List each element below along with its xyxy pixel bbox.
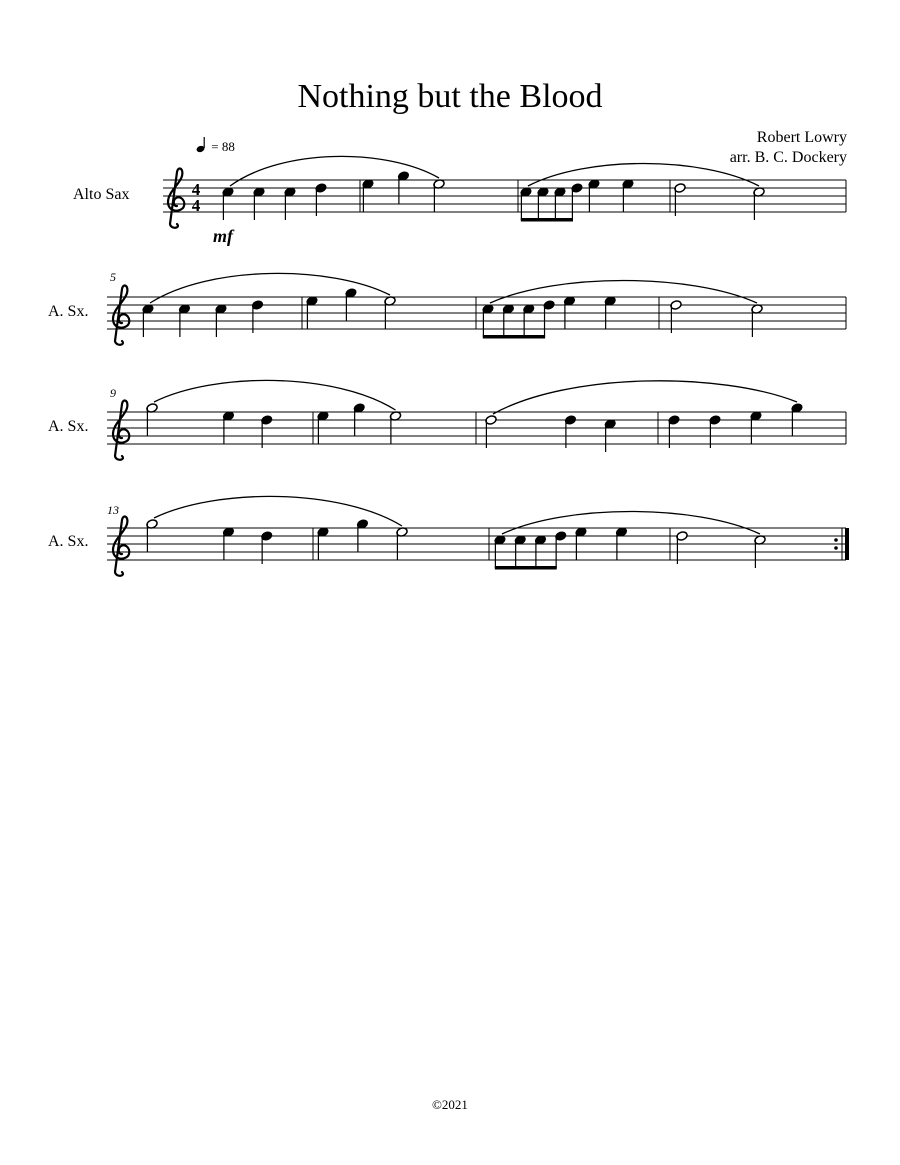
- slur: [150, 273, 390, 303]
- treble-clef-icon: [168, 169, 184, 228]
- time-signature-bottom: 4: [191, 196, 201, 215]
- slur: [502, 512, 760, 535]
- treble-clef-icon: [113, 401, 129, 460]
- instrument-label-2: A. Sx.: [48, 303, 89, 320]
- arranger-name: arr. B. C. Dockery: [729, 149, 847, 166]
- score-title: Nothing but the Blood: [297, 78, 603, 115]
- beam: [483, 335, 545, 339]
- repeat-dot: [834, 546, 838, 550]
- slur: [230, 156, 439, 186]
- composer-name: Robert Lowry: [756, 129, 847, 146]
- instrument-label-3: A. Sx.: [48, 418, 89, 435]
- final-barline-thick: [845, 528, 849, 560]
- treble-clef-icon: [113, 286, 129, 345]
- measure-number-9: 9: [110, 386, 116, 400]
- repeat-dot: [834, 538, 838, 542]
- measure-number-5: 5: [110, 270, 116, 284]
- beam: [521, 218, 573, 222]
- staff-system-4: [107, 496, 849, 575]
- slur: [493, 381, 797, 414]
- tempo-value: = 88: [211, 139, 235, 154]
- staff-system-1: [163, 156, 846, 227]
- slur: [528, 164, 759, 187]
- measure-number-13: 13: [107, 503, 119, 517]
- staff-system-2: [107, 273, 846, 344]
- instrument-label-4: A. Sx.: [48, 533, 89, 550]
- copyright-notice: ©2021: [432, 1097, 468, 1112]
- time-signature-top: 4: [191, 180, 201, 199]
- instrument-label-1: Alto Sax: [73, 186, 130, 203]
- beam: [495, 566, 557, 570]
- treble-clef-icon: [113, 517, 129, 576]
- dynamic-marking: mf: [213, 226, 233, 246]
- slur: [490, 281, 757, 304]
- staff-system-3: [107, 380, 846, 459]
